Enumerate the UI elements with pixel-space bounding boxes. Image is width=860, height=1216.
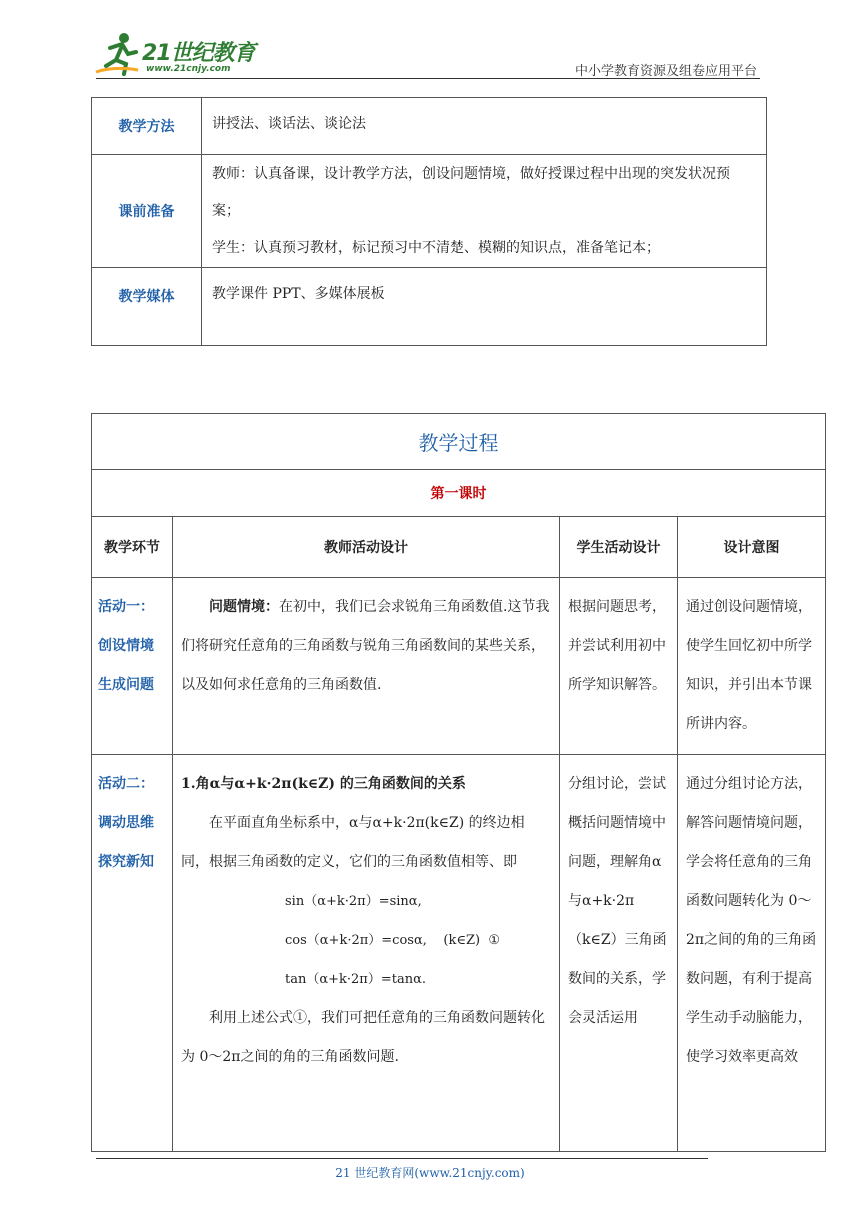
teacher-paragraph: 在平面直角坐标系中，α与α+k·2π(k∈Z) 的终边相同，根据三角函数的定义，它们的三角函数值相等、即	[181, 815, 525, 870]
process-title-row	[92, 414, 826, 470]
info-line: 学生：认真预习教材，标记预习中不清楚、模糊的知识点，准备笔记本；	[212, 239, 660, 256]
student-cell: 分组讨论，尝试概括问题情境中问题，理解角α与α+k·2π（k∈Z）三角函数间的关系，学会灵活运用	[560, 755, 678, 1152]
info-line: 教师：认真备课，设计教学方法，创设问题情境，做好授课过程中出现的突发状况预案；	[212, 165, 730, 219]
column-header: 学生活动设计	[560, 517, 678, 578]
teacher-cell	[173, 755, 560, 1152]
footer-divider	[96, 1158, 708, 1159]
footer-text: 21 世纪教育网(www.21cnjy.com)	[335, 1166, 525, 1180]
formula-sin: sin（α+k·2π）=sinα,	[285, 894, 422, 909]
page-header	[0, 0, 860, 80]
teacher-text: 在初中，我们已会求锐角三角函数值.这节我们将研究任意角的三角函数与锐角三角函数间的某些关系，以及如何求任意角的三角函数值.	[181, 599, 550, 693]
problem-label: 问题情境：	[209, 599, 279, 615]
teacher-paragraph: 利用上述公式①，我们可把任意角的三角函数问题转化为 0～2π之间的角的三角函数问题.	[181, 1010, 545, 1065]
info-label: 课前准备	[92, 155, 202, 268]
student-cell: 根据问题思考，并尝试利用初中所学知识解答。	[560, 578, 678, 755]
info-row-media	[92, 268, 767, 346]
info-value	[202, 155, 767, 268]
stage-cell: 活动二：调动思维探究新知	[92, 755, 173, 1152]
platform-name: 中小学教育资源及组卷应用平台	[574, 64, 757, 79]
logo-url: www.21cnjy.com	[146, 64, 231, 74]
formula-cos: cos（α+k·2π）=cosα, (k∈Z) ①	[285, 933, 500, 948]
teacher-cell	[173, 578, 560, 755]
info-value: 教学课件 PPT、多媒体展板	[202, 268, 767, 346]
process-table	[91, 413, 826, 1152]
column-header: 教学环节	[92, 517, 173, 578]
process-header-row	[92, 517, 826, 578]
runner-logo-icon	[94, 30, 140, 76]
lesson-period: 第一课时	[92, 470, 826, 517]
info-value: 讲授法、谈话法、谈论法	[202, 98, 767, 155]
process-subtitle-row	[92, 470, 826, 517]
table-row	[92, 578, 826, 755]
info-label: 教学媒体	[92, 268, 202, 346]
column-header: 教师活动设计	[173, 517, 560, 578]
info-row-method	[92, 98, 767, 155]
process-title: 教学过程	[92, 414, 826, 470]
intent-cell: 通过分组讨论方法，解答问题情境问题，学会将任意角的三角函数问题转化为 0～2π之间的角的三角函数问题，有利于提高学生动手动脑能力，使学习效率更高效	[678, 755, 826, 1152]
column-header: 设计意图	[678, 517, 826, 578]
logo-text: 21世纪教育	[142, 41, 255, 66]
header-divider	[96, 78, 760, 79]
info-label: 教学方法	[92, 98, 202, 155]
table-row	[92, 755, 826, 1152]
info-row-prep	[92, 155, 767, 268]
section-heading: 1.角α与α+k·2π(k∈Z) 的三角函数间的关系	[181, 776, 466, 792]
intent-cell: 通过创设问题情境，使学生回忆初中所学知识，并引出本节课所讲内容。	[678, 578, 826, 755]
stage-cell: 活动一：创设情境生成问题	[92, 578, 173, 755]
info-table	[91, 97, 767, 346]
formula-tan: tan（α+k·2π）=tanα.	[285, 972, 426, 987]
site-logo	[94, 30, 264, 80]
